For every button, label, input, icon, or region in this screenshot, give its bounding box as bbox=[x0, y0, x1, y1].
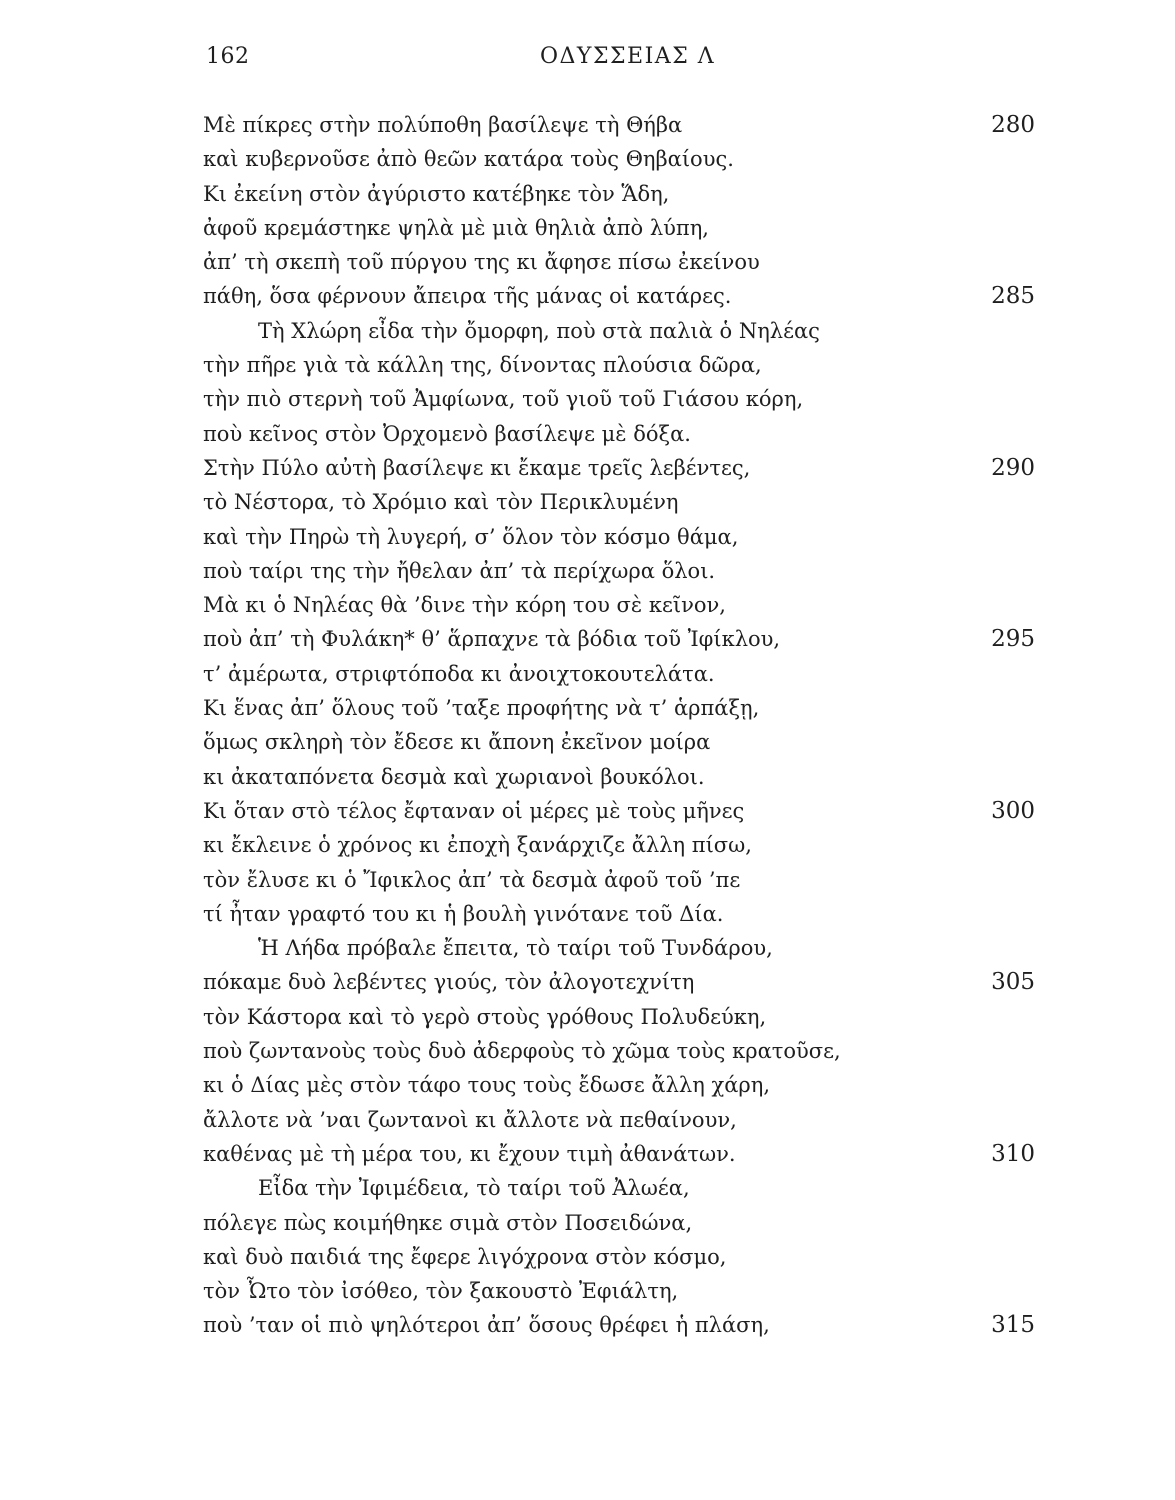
verse-text: Στὴν Πύλο αὐτὴ βασίλεψε κι ἔκαμε τρεῖς λεβέντες, bbox=[203, 455, 751, 480]
verse-line bbox=[203, 965, 1043, 999]
running-head: ΟΔΥΣΣΕΙΑΣ Λ bbox=[540, 44, 716, 69]
verse-line bbox=[203, 279, 1043, 313]
verse-text: καθένας μὲ τὴ μέρα του, κι ἔχουν τιμὴ ἀθανάτων. bbox=[203, 1141, 736, 1166]
verse-text: καὶ κυβερνοῦσε ἀπὸ θεῶν κατάρα τοὺς Θηβαίους. bbox=[203, 147, 734, 172]
verse-line bbox=[203, 1103, 1043, 1137]
verse-text: τὸν ἔλυσε κι ὁ Ἴφικλος ἀπ’ τὰ δεσμὰ ἀφοῦ τοῦ ’πε bbox=[203, 867, 741, 892]
verse-line bbox=[203, 588, 1043, 622]
verse-text: κι ἀκαταπόνετα δεσμὰ καὶ χωριανοὶ βουκόλοι. bbox=[203, 764, 705, 789]
verse-text: πάθη, ὅσα φέρνουν ἄπειρα τῆς μάνας οἱ κατάρες. bbox=[203, 284, 732, 309]
verse-text: ποὺ κεῖνος στὸν Ὀρχομενὸ βασίλεψε μὲ δόξα. bbox=[203, 421, 691, 446]
line-number: 315 bbox=[991, 1312, 1035, 1339]
verse-line bbox=[203, 485, 1043, 519]
verse-line bbox=[203, 142, 1043, 176]
verse-line bbox=[203, 794, 1043, 828]
verse-line bbox=[203, 177, 1043, 211]
verse-line bbox=[203, 725, 1043, 759]
verse-line bbox=[203, 1240, 1043, 1274]
verse-line bbox=[203, 451, 1043, 485]
verse-line bbox=[203, 1000, 1043, 1034]
line-number: 300 bbox=[991, 797, 1035, 824]
verse-line bbox=[203, 245, 1043, 279]
verse-text: Κι ἕνας ἀπ’ ὅλους τοῦ ’ταξε προφήτης νὰ τ’ ἁρπάξῃ, bbox=[203, 696, 760, 721]
verse-line bbox=[203, 1137, 1043, 1171]
verse-line bbox=[203, 760, 1043, 794]
verse-text: ὅμως σκληρὴ τὸν ἔδεσε κι ἄπονη ἐκεῖνον μοίρα bbox=[203, 730, 711, 755]
verse-text: ἀπ’ τὴ σκεπὴ τοῦ πύργου της κι ἄφησε πίσω ἐκείνου bbox=[203, 250, 760, 275]
verse-text: ἄλλοτε νὰ ’ναι ζωντανοὶ κι ἄλλοτε νὰ πεθαίνουν, bbox=[203, 1107, 737, 1132]
verse-text: ποὺ ἀπ’ τὴ Φυλάκη* θ’ ἅρπαχνε τὰ βόδια τοῦ Ἰφίκλου, bbox=[203, 627, 781, 652]
verse-text: ἀφοῦ κρεμάστηκε ψηλὰ μὲ μιὰ θηλιὰ ἀπὸ λύπη, bbox=[203, 215, 709, 240]
verse-line bbox=[203, 348, 1043, 382]
verse-line bbox=[203, 897, 1043, 931]
verse-text: τὸν Κάστορα καὶ τὸ γερὸ στοὺς γρόθους Πολυδεύκη, bbox=[203, 1004, 767, 1029]
line-number: 280 bbox=[991, 112, 1035, 138]
verse-text: πόλεγε πὼς κοιμήθηκε σιμὰ στὸν Ποσειδώνα, bbox=[203, 1210, 693, 1235]
verse-line bbox=[203, 691, 1043, 725]
verse-text: καὶ τὴν Πηρὼ τὴ λυγερή, σ’ ὅλον τὸν κόσμο θάμα, bbox=[203, 524, 739, 549]
line-number: 285 bbox=[991, 283, 1035, 310]
verse-text: τ’ ἀμέρωτα, στριφτόποδα κι ἀνοιχτοκουτελάτα. bbox=[203, 661, 715, 686]
verse-text: Κι ὅταν στὸ τέλος ἔφταναν οἱ μέρες μὲ τοὺς μῆνες bbox=[203, 798, 745, 823]
verse-text: τὸν Ὦτο τὸν ἰσόθεο, τὸν ξακουστὸ Ἐφιάλτη, bbox=[203, 1279, 679, 1304]
page-number: 162 bbox=[206, 44, 250, 69]
verse-line bbox=[203, 554, 1043, 588]
verse-line bbox=[203, 622, 1043, 656]
verse-line bbox=[203, 931, 1043, 965]
verse-line bbox=[203, 382, 1043, 416]
line-number: 295 bbox=[991, 626, 1035, 653]
line-number: 290 bbox=[991, 454, 1035, 481]
verse-line bbox=[203, 1206, 1043, 1240]
verse-line bbox=[203, 314, 1043, 348]
verse-line bbox=[203, 1068, 1043, 1102]
verse-text: κι ἔκλεινε ὁ χρόνος κι ἐποχὴ ξανάρχιζε ἄλλη πίσω, bbox=[203, 833, 752, 858]
verse-text: Ἡ Λήδα πρόβαλε ἔπειτα, τὸ ταίρι τοῦ Τυνδάρου, bbox=[258, 936, 773, 961]
verse-text: Κι ἐκείνη στὸν ἀγύριστο κατέβηκε τὸν Ἅδη, bbox=[203, 181, 670, 206]
verse-line bbox=[203, 211, 1043, 245]
verse-text: ποὺ ταίρι της τὴν ἤθελαν ἀπ’ τὰ περίχωρα ὅλοι. bbox=[203, 558, 716, 583]
verse-text: Τὴ Χλώρη εἶδα τὴν ὄμορφη, ποὺ στὰ παλιὰ ὁ Νηλέας bbox=[258, 318, 820, 343]
verse-line bbox=[203, 828, 1043, 862]
verse-line bbox=[203, 417, 1043, 451]
verse-line bbox=[203, 657, 1043, 691]
verse-text: Εἶδα τὴν Ἰφιμέδεια, τὸ ταίρι τοῦ Ἀλωέα, bbox=[258, 1176, 690, 1201]
verse-text: τί ἦταν γραφτό του κι ἡ βουλὴ γινότανε τοῦ Δία. bbox=[203, 901, 724, 926]
verse-line bbox=[203, 1171, 1043, 1205]
verse-block bbox=[203, 108, 1043, 1343]
verse-text: Μὲ πίκρες στὴν πολύποθη βασίλεψε τὴ Θήβα bbox=[203, 113, 683, 137]
verse-line bbox=[203, 520, 1043, 554]
verse-text: καὶ δυὸ παιδιά της ἔφερε λιγόχρονα στὸν κόσμο, bbox=[203, 1244, 727, 1269]
line-number: 310 bbox=[991, 1140, 1035, 1167]
verse-line bbox=[203, 108, 1043, 142]
verse-line bbox=[203, 863, 1043, 897]
verse-text: τὸ Νέστορα, τὸ Χρόμιο καὶ τὸν Περικλυμένη bbox=[203, 490, 679, 515]
verse-text: τὴν πῆρε γιὰ τὰ κάλλη της, δίνοντας πλούσια δῶρα, bbox=[203, 353, 762, 378]
verse-text: κι ὁ Δίας μὲς στὸν τάφο τους τοὺς ἔδωσε ἄλλη χάρη, bbox=[203, 1073, 770, 1098]
verse-text: τὴν πιὸ στερνὴ τοῦ Ἀμφίωνα, τοῦ γιοῦ τοῦ Γιάσου κόρη, bbox=[203, 387, 804, 412]
verse-text: πόκαμε δυὸ λεβέντες γιούς, τὸν ἀλογοτεχνίτη bbox=[203, 970, 695, 995]
verse-text: ποὺ ζωντανοὺς τοὺς δυὸ ἀδερφοὺς τὸ χῶμα τοὺς κρατοῦσε, bbox=[203, 1039, 841, 1064]
verse-line bbox=[203, 1274, 1043, 1308]
verse-line bbox=[203, 1034, 1043, 1068]
line-number: 305 bbox=[991, 969, 1035, 996]
verse-text: ποὺ ’ταν οἱ πιὸ ψηλότεροι ἀπ’ ὅσους θρέφει ἡ πλάση, bbox=[203, 1313, 770, 1338]
verse-line bbox=[203, 1308, 1043, 1342]
verse-text: Μὰ κι ὁ Νηλέας θὰ ’δινε τὴν κόρη του σὲ κεῖνον, bbox=[203, 593, 726, 618]
